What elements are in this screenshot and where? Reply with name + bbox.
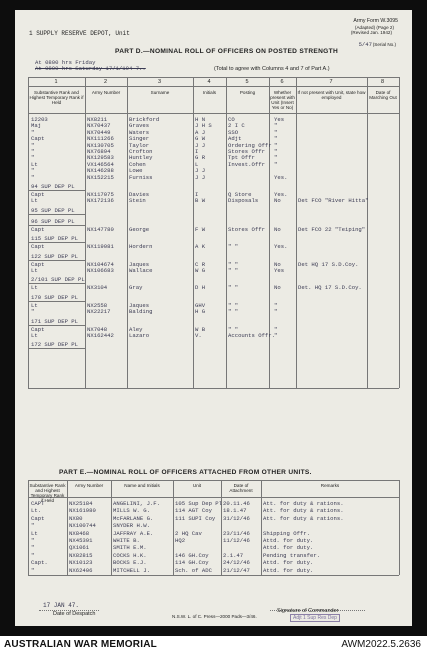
- cell-surname: Furniss: [129, 173, 153, 181]
- cell-posting: " ": [228, 284, 239, 292]
- column-number: 6: [280, 79, 284, 85]
- column-number: 7: [329, 79, 333, 85]
- cell-posting: " ": [228, 308, 239, 316]
- cell-present: ": [274, 141, 278, 149]
- as-at-line: At 0800 hrs Friday: [35, 59, 96, 66]
- cell-number: NX146288: [87, 167, 114, 175]
- cell-employed: Det FCO "River Hitta": [298, 197, 369, 205]
- cell-number: NX22217: [87, 308, 111, 316]
- cell-posting: " ": [228, 243, 239, 251]
- attached-cell-remarks: Attd. for duty.: [263, 544, 314, 552]
- total-note: (Total to agree with Columns 4 and 7 of Part A.): [214, 66, 330, 72]
- cell-initials: W B: [195, 325, 206, 333]
- attached-column-header: Name and Initials: [124, 483, 160, 488]
- cell-number: NX129583: [87, 154, 114, 162]
- attached-cell-number: NX62406: [69, 566, 93, 574]
- attached-column-header: Army Number: [74, 483, 104, 488]
- attached-cell-name: WHITE B.: [113, 537, 140, 544]
- column-header: Initials: [202, 90, 217, 95]
- cell-present: ": [274, 308, 278, 316]
- cell-initials: J H S: [195, 122, 212, 130]
- cell-surname: Hordern: [129, 243, 153, 251]
- form-revised: (Revised Jan. 1942): [350, 30, 392, 35]
- cell-initials: G W: [195, 135, 206, 143]
- attached-cell-name: ANGELINI, J.F.: [113, 500, 160, 507]
- attached-cell-unit: 2 HQ Cav: [175, 529, 202, 537]
- cell-rank: Capt: [31, 191, 45, 198]
- cell-surname: Davies: [129, 191, 150, 198]
- cell-surname: Stein: [129, 197, 146, 205]
- cell-posting: Q Store: [228, 191, 252, 198]
- cell-present: ": [274, 160, 278, 168]
- cell-initials: J J: [195, 167, 206, 175]
- despatch-label: Date of Despatch: [53, 611, 96, 617]
- cell-present: Yes.: [274, 173, 288, 181]
- cell-posting: Tpt Offr: [228, 154, 255, 162]
- cell-initials: V.: [195, 332, 202, 339]
- attached-cell-name: BOCKS E.J.: [113, 559, 147, 567]
- cell-rank: Lt: [31, 197, 38, 205]
- section-heading: 115 SUP DEP PL: [31, 235, 78, 243]
- attached-cell-rank: ": [31, 522, 35, 530]
- cell-surname: Jaques: [129, 301, 150, 309]
- cell-initials: C R: [195, 260, 206, 268]
- cell-rank: Capt: [31, 243, 45, 251]
- column-header: Whether present with Unit (Insert Yes or No): [270, 90, 295, 110]
- form-number: Army Form W.3095: [353, 18, 398, 24]
- cell-present: Yes: [274, 116, 285, 123]
- adjutant-stamp: Adjt 1 Sup Res Dep: [290, 614, 340, 622]
- column-header: Posting: [239, 90, 256, 95]
- cell-present: No: [274, 225, 281, 233]
- cell-number: NX147780: [87, 225, 114, 233]
- cell-surname: George: [129, 225, 150, 233]
- attached-cell-unit: 114 GH.Coy: [175, 559, 209, 567]
- cell-surname: Lowe: [129, 167, 143, 175]
- column-header: Substantive Rank and Highest Temporary Rank if Held: [29, 90, 84, 105]
- attached-cell-number: NX10123: [69, 559, 93, 567]
- attached-cell-date: 24/12/46: [223, 559, 250, 567]
- cell-posting: Disposals: [228, 197, 259, 205]
- cell-present: No: [274, 197, 281, 205]
- attached-cell-name: SNYDER H.W.: [113, 522, 150, 530]
- date-line: At 0800 hrs Saturday 17/1/194 7..: [35, 65, 146, 72]
- cell-number: NX70437: [87, 122, 111, 130]
- attached-cell-remarks: Pending transfer.: [263, 551, 321, 559]
- cell-posting: " ": [228, 301, 239, 309]
- attached-cell-date: 11/12/46: [223, 537, 250, 544]
- cell-posting: 2 I C: [228, 122, 245, 130]
- despatch-date: 17 JAN 47.: [43, 602, 80, 609]
- column-number: 1: [54, 79, 58, 85]
- section-heading: 95 SUP DEP PL: [31, 206, 75, 214]
- printer-line: N.S.W. L. of C. Press—2000 Pads—3/46.: [172, 614, 257, 619]
- cell-posting: CO: [228, 116, 235, 123]
- attached-column-header: Substantive Rank and Highest Temporary Rank if Held: [29, 483, 66, 503]
- cell-present: No: [274, 260, 281, 268]
- cell-posting: Adjt: [228, 135, 242, 143]
- cell-number: NX130705: [87, 141, 114, 149]
- cell-present: ": [274, 332, 278, 339]
- cell-rank: Capt: [31, 325, 45, 333]
- attached-column-header: Unit: [192, 483, 202, 488]
- cell-initials: H G: [195, 308, 206, 316]
- cell-surname: Jaques: [129, 260, 150, 268]
- attached-column-header: Date of Attachment: [229, 483, 253, 493]
- cell-posting: Stores Offr: [228, 225, 265, 233]
- cell-rank: Lt: [31, 301, 38, 309]
- cell-posting: " ": [228, 325, 239, 333]
- attached-cell-rank: ": [31, 544, 35, 552]
- attached-cell-name: COCKS H.K.: [113, 551, 147, 559]
- cell-surname: Balding: [129, 308, 153, 316]
- cell-present: Yes: [274, 267, 285, 274]
- attached-cell-remarks: Att. for duty & rations.: [263, 500, 344, 507]
- attached-cell-rank: Lt.: [31, 507, 42, 515]
- attached-cell-date: 31/12/46: [223, 514, 250, 522]
- attached-cell-date: 2.1.47: [223, 551, 244, 559]
- cell-present: ": [274, 122, 278, 130]
- cell-rank: Maj: [31, 122, 42, 130]
- form-adapted: (Adapted) (Page 2): [354, 25, 394, 30]
- cell-initials: A J: [195, 128, 206, 136]
- cell-number: NX3104: [87, 284, 108, 292]
- cell-present: Yes.: [274, 243, 288, 251]
- cell-initials: B W: [195, 197, 206, 205]
- cell-initials: L: [195, 160, 199, 168]
- cell-surname: Graves: [129, 122, 150, 130]
- cell-initials: W G: [195, 267, 206, 274]
- attached-cell-rank: Capt: [31, 514, 45, 522]
- cell-number: NX7048: [87, 325, 108, 333]
- archive-reference: AWM2022.5.2636: [341, 639, 421, 650]
- column-number: 4: [207, 79, 211, 85]
- cell-number: NX104674: [87, 260, 114, 268]
- attached-cell-date: 23/11/46: [223, 529, 250, 537]
- cell-number: NX111266: [87, 135, 114, 143]
- part-d-title: PART D.—NOMINAL ROLL OF OFFICERS ON POSTED STRENGTH: [115, 48, 339, 55]
- attached-cell-number: NX80: [69, 514, 83, 522]
- cell-present: ": [274, 301, 278, 309]
- cell-present: ": [274, 148, 278, 155]
- cell-number: NX119081: [87, 243, 114, 251]
- cell-rank: ": [31, 128, 35, 136]
- unit-name: 1 SUPPLY RESERVE DEPOT, Unit: [29, 30, 130, 37]
- form-page: [15, 10, 412, 626]
- cell-rank: ": [31, 173, 35, 181]
- cell-number: NX76894: [87, 148, 111, 155]
- attached-cell-unit: HQ2: [175, 537, 186, 544]
- cell-rank: Lt: [31, 160, 38, 168]
- cell-initials: J J: [195, 173, 206, 181]
- attached-cell-name: SMITH E.M.: [113, 544, 147, 552]
- cell-posting: " ": [228, 267, 239, 274]
- column-number: 8: [381, 79, 385, 85]
- cell-initials: F W: [195, 225, 206, 233]
- cell-rank: Lt: [31, 284, 38, 292]
- part-e-title: PART E.—NOMINAL ROLL OF OFFICERS ATTACHED FROM OTHER UNITS.: [59, 469, 312, 476]
- cell-posting: Stores Offr: [228, 148, 265, 155]
- signature-label: Signature of Commander: [277, 608, 339, 614]
- column-header: Date of Marching Out: [369, 90, 397, 100]
- attached-cell-rank: Lt: [31, 529, 38, 537]
- cell-surname: Wallace: [129, 267, 153, 274]
- column-header: If not present with Unit, state how employed: [297, 90, 366, 100]
- cell-present: No: [274, 284, 281, 292]
- attached-cell-number: NX45391: [69, 537, 93, 544]
- section-heading: 2/101 SUP DEP PL: [31, 276, 85, 284]
- attached-cell-date: 20.11.46: [223, 500, 250, 507]
- cell-initials: A K: [195, 243, 206, 251]
- cell-surname: Gray: [129, 284, 143, 292]
- attached-cell-date: 18.1.47: [223, 507, 247, 515]
- cell-present: ": [274, 135, 278, 143]
- attached-cell-rank: ": [31, 566, 35, 574]
- cell-rank: 12203: [31, 116, 48, 123]
- attached-cell-number: NX100744: [69, 522, 96, 530]
- attached-cell-rank: ": [31, 551, 35, 559]
- cell-surname: Cohen: [129, 160, 146, 168]
- attached-cell-name: MITCHELL J.: [113, 566, 150, 574]
- cell-number: NX2558: [87, 301, 108, 309]
- attached-cell-number: NX82815: [69, 551, 93, 559]
- section-heading: 96 SUP DEP PL: [31, 217, 75, 225]
- column-number: 3: [158, 79, 162, 85]
- cell-rank: Capt: [31, 225, 45, 233]
- attached-cell-remarks: Att. for duty & rations.: [263, 507, 344, 515]
- attached-cell-date: 21/12/47: [223, 566, 250, 574]
- memorial-name: AUSTRALIAN WAR MEMORIAL: [4, 639, 157, 650]
- column-number: 2: [104, 79, 108, 85]
- attached-cell-rank: ": [31, 537, 35, 544]
- attached-cell-unit: 111 SUPI Coy: [175, 514, 216, 522]
- attached-cell-name: McFARLANE G.: [113, 514, 154, 522]
- cell-rank: Lt: [31, 332, 38, 339]
- column-number: 5: [245, 79, 249, 85]
- cell-rank: Capt: [31, 260, 45, 268]
- attached-cell-remarks: Attd. for duty.: [263, 566, 314, 574]
- cell-number: NX8211: [87, 116, 108, 123]
- attached-cell-rank: CAPT: [31, 500, 45, 507]
- cell-surname: Lazaro: [129, 332, 150, 339]
- attached-cell-unit: 105 Sup Dep Pl: [175, 500, 222, 507]
- cell-number: NX106683: [87, 267, 114, 274]
- section-heading: 94 SUP DEP PL: [31, 183, 75, 190]
- attached-cell-remarks: Shipping Offr.: [263, 529, 310, 537]
- cell-number: NX162442: [87, 332, 114, 339]
- cell-initials: H N: [195, 116, 206, 123]
- attached-cell-number: NX161980: [69, 507, 96, 515]
- column-header: Army Number: [91, 90, 121, 95]
- cell-surname: Singer: [129, 135, 150, 143]
- cell-initials: G R: [195, 154, 206, 162]
- serial-label: (Serial No.): [372, 42, 396, 47]
- attached-cell-unit: 114 AGT Coy: [175, 507, 212, 515]
- cell-number: VX146564: [87, 160, 114, 168]
- attached-cell-number: QX1061: [69, 544, 90, 552]
- section-heading: 172 SUP DEP PL: [31, 341, 78, 349]
- cell-surname: Crofton: [129, 148, 153, 155]
- serial-number: 5/47: [358, 41, 372, 48]
- cell-surname: Huntley: [129, 154, 153, 162]
- cell-posting: Invest.Offr: [228, 160, 265, 168]
- attached-cell-unit: Sch. of ADC: [175, 566, 212, 574]
- column-header: Surname: [150, 90, 170, 95]
- cell-rank: ": [31, 141, 35, 149]
- cell-employed: Det HQ 17 S.D.Coy.: [298, 260, 359, 268]
- section-heading: 122 SUP DEP PL: [31, 252, 78, 260]
- cell-posting: " ": [228, 260, 239, 268]
- cell-employed: Det FCO 22 "Teiping": [298, 225, 366, 233]
- cell-initials: I: [195, 148, 199, 155]
- section-heading: 170 SUP DEP PL: [31, 293, 78, 301]
- cell-rank: Lt: [31, 267, 38, 274]
- cell-initials: GHV: [195, 301, 206, 309]
- cell-posting: SSO: [228, 128, 239, 136]
- cell-present: ": [274, 154, 278, 162]
- cell-surname: Brickford: [129, 116, 160, 123]
- cell-initials: D H: [195, 284, 206, 292]
- cell-posting: Ordering Offr: [228, 141, 272, 149]
- attached-cell-unit: 146 GH.Coy: [175, 551, 209, 559]
- cell-number: NX152215: [87, 173, 114, 181]
- cell-present: Yes.: [274, 191, 288, 198]
- attached-cell-name: MILLS W. G.: [113, 507, 150, 515]
- cell-employed: Det. HQ 17 S.D.Coy.: [298, 284, 362, 292]
- cell-number: NX70449: [87, 128, 111, 136]
- cell-rank: ": [31, 167, 35, 175]
- cell-present: ": [274, 128, 278, 136]
- attached-column-header: Remarks: [320, 483, 340, 488]
- cell-surname: Aley: [129, 325, 143, 333]
- attached-cell-number: NX25184: [69, 500, 93, 507]
- cell-rank: ": [31, 148, 35, 155]
- attached-cell-remarks: Att. for duty & rations.: [263, 514, 344, 522]
- attached-cell-rank: Capt.: [31, 559, 48, 567]
- cell-surname: Waters: [129, 128, 150, 136]
- attached-cell-number: NX8468: [69, 529, 90, 537]
- archive-footer: [0, 636, 427, 653]
- attached-cell-remarks: Attd. for duty.: [263, 537, 314, 544]
- cell-number: NX172136: [87, 197, 114, 205]
- cell-initials: J J: [195, 141, 206, 149]
- attached-cell-remarks: Attd. for duty.: [263, 559, 314, 567]
- attached-cell-name: JAFFRAY A.E.: [113, 529, 154, 537]
- cell-posting: Accounts Offr.: [228, 332, 275, 339]
- cell-rank: Capt: [31, 135, 45, 143]
- cell-initials: I: [195, 191, 199, 198]
- section-heading: 171 SUP DEP PL: [31, 317, 78, 325]
- cell-present: ": [274, 325, 278, 333]
- cell-rank: ": [31, 308, 35, 316]
- cell-rank: ": [31, 154, 35, 162]
- cell-number: NX117075: [87, 191, 114, 198]
- cell-surname: Taylor: [129, 141, 150, 149]
